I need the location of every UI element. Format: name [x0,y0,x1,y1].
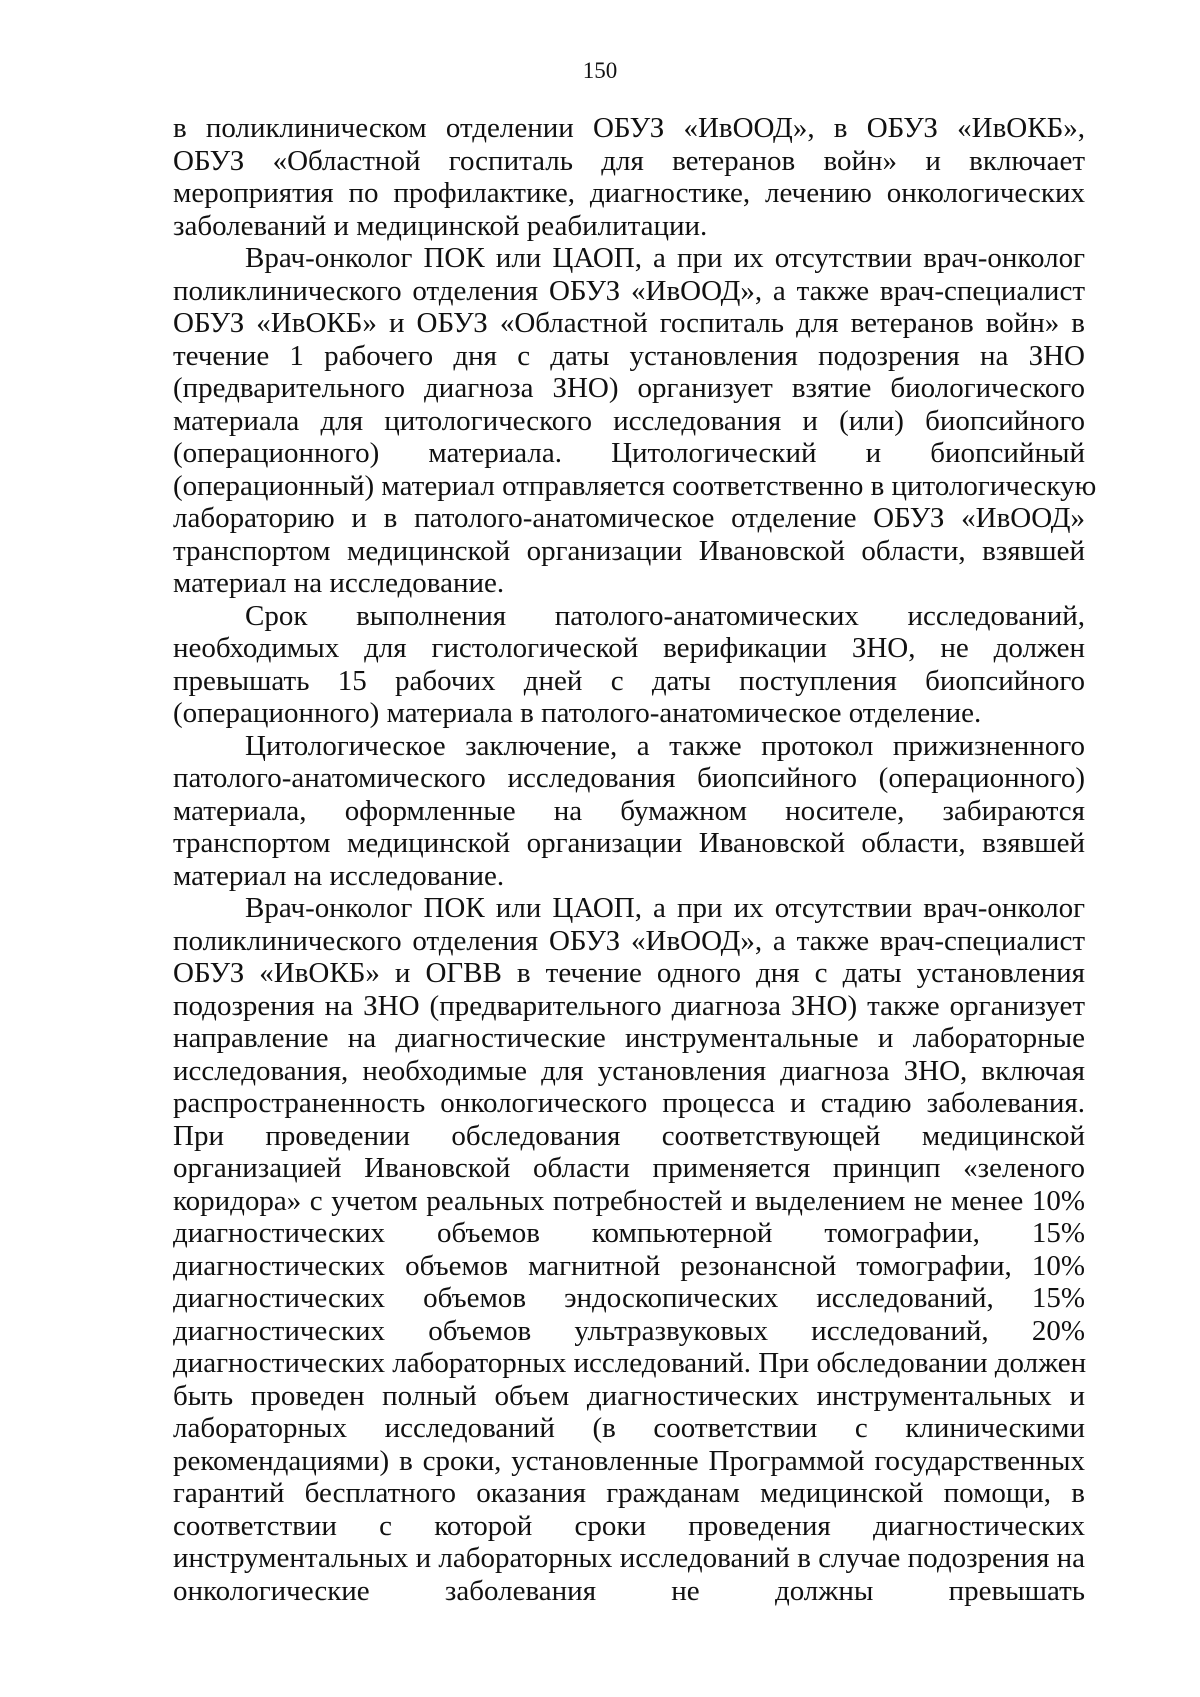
text-line: При проведении обследования соответствующей медицинской [173,1119,1085,1152]
text-line: (предварительного диагноза ЗНО) организует взятие биологического [173,372,1085,404]
text-line: ОБУЗ «ИвОКБ» и ОГВВ в течение одного дня с даты установления [173,957,1085,989]
text-line: (операционный) материал отправляется соответственно в цитологическую [173,469,1097,502]
text-line: материал на исследование. [173,567,505,599]
text-line: лабораторию и в патолого-анатомическое отделение ОБУЗ «ИвООД» [173,502,1085,534]
text-line: поликлинического отделения ОБУЗ «ИвООД», а также врач-специалист [173,274,1085,307]
text-line: подозрения на ЗНО (предварительного диагноза ЗНО) также организует [173,989,1085,1022]
text-line: онкологические заболевания не должны превышать [173,1574,1085,1607]
text-line: коридора» с учетом реальных потребностей и выделением не менее 10% [173,1184,1085,1217]
text-line: диагностических лабораторных исследований. При обследовании должен [173,1347,1087,1379]
text-line: быть проведен полный объем диагностических инструментальных и [173,1379,1085,1412]
document-body [173,112,1097,1607]
text-line: исследования, необходимые для установления диагноза ЗНО, включая [173,1054,1085,1087]
text-line: поликлинического отделения ОБУЗ «ИвООД», а также врач-специалист [173,924,1085,957]
text-line: течение 1 рабочего дня с даты установления подозрения на ЗНО [173,339,1085,372]
text-line: транспортом медицинской организации Ивановской области, взявшей [173,827,1085,859]
text-line: заболеваний и медицинской реабилитации. [173,209,708,242]
text-line: диагностических объемов магнитной резонансной томографии, 10% [173,1249,1085,1282]
text-line: мероприятия по профилактике, диагностике, лечению онкологических [173,177,1085,209]
text-line: организацией Ивановской области применяется принцип «зеленого [173,1152,1085,1184]
text-line: инструментальных и лабораторных исследований в случае подозрения на [173,1542,1085,1574]
text-line: лабораторных исследований (в соответствии с клиническими [173,1412,1085,1444]
text-line: материала для цитологического исследования и (или) биопсийного [173,404,1085,437]
text-line: диагностических объемов эндоскопических исследований, 15% [173,1282,1085,1314]
text-line: Врач-онколог ПОК или ЦАОП, а при их отсутствии врач-онколог [245,892,1085,924]
text-line: превышать 15 рабочих дней с даты поступления биопсийного [173,664,1085,697]
text-line: Врач-онколог ПОК или ЦАОП, а при их отсутствии врач-онколог [245,242,1085,274]
text-line: гарантий бесплатного оказания гражданам медицинской помощи, в [173,1477,1085,1509]
text-line: направление на диагностические инструментальные и лабораторные [173,1022,1085,1054]
text-line: распространенность онкологического процесса и стадию заболевания. [173,1087,1085,1119]
text-line: (операционного) материала в патолого-анатомическое отделение. [173,697,982,729]
paragraph-2 [173,242,1097,600]
text-line: патолого-анатомического исследования биопсийного (операционного) [173,762,1085,794]
paragraph-1 [173,112,1085,242]
text-line: транспортом медицинской организации Ивановской области, взявшей [173,534,1085,567]
paragraph-5 [173,892,1085,1607]
paragraph-4 [173,730,1085,893]
text-line: (операционного) материала. Цитологический и биопсийный [173,437,1085,469]
text-line: рекомендациями) в сроки, установленные Программой государственных [173,1444,1085,1477]
paragraph-3 [173,600,1085,730]
text-line: необходимых для гистологической верификации ЗНО, не должен [173,632,1085,664]
text-line: материала, оформленные на бумажном носителе, забираются [173,794,1085,827]
text-line: Цитологическое заключение, а также протокол прижизненного [245,729,1085,762]
text-line: диагностических объемов компьютерной томографии, 15% [173,1217,1085,1249]
text-line: ОБУЗ «Областной госпиталь для ветеранов войн» и включает [173,144,1085,177]
text-line: ОБУЗ «ИвОКБ» и ОБУЗ «Областной госпиталь для ветеранов войн» в [173,307,1085,339]
text-line: соответствии с которой сроки проведения диагностических [173,1509,1085,1542]
text-line: материал на исследование. [173,859,505,892]
text-line: в поликлиническом отделении ОБУЗ «ИвООД», в ОБУЗ «ИвОКБ», [173,112,1085,144]
page-number: 150 [582,58,618,83]
text-line: диагностических объемов ультразвуковых исследований, 20% [173,1314,1085,1347]
text-line: Срок выполнения патолого-анатомических исследований, [245,599,1085,632]
